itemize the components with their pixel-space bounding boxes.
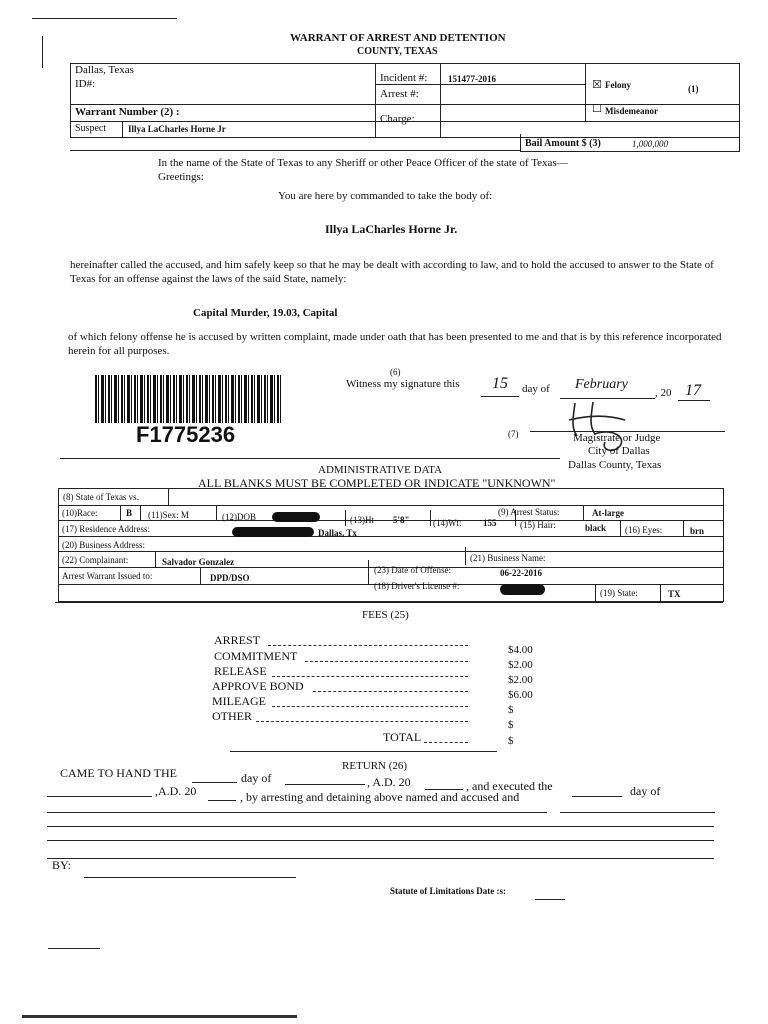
complainant-label: (22) Complainant:	[62, 555, 129, 565]
year-prefix: , 20	[655, 387, 672, 399]
signature-day: 15	[492, 375, 508, 392]
charge-label: Charge:	[380, 113, 415, 125]
warrant-number-label: Warrant Number (2) :	[75, 106, 180, 118]
arrest-status-label: (9) Arrest Status:	[498, 507, 560, 517]
fee-amount: $4.00	[508, 644, 533, 656]
race-value: B	[126, 508, 133, 518]
misdemeanor-checkbox: ☐	[592, 103, 602, 115]
issued-to-value: DPD/DSO	[210, 573, 250, 583]
fee-label: APPROVE BOND	[212, 679, 304, 693]
body-paragraph-1: hereinafter called the accused, and him safely keep so that he may be dealt with according to law, and to hold the accused to answer to the State of Texas for an offense against the laws of the said State, namely:	[70, 259, 714, 285]
residence-redacted	[232, 527, 314, 537]
signature-month: February	[575, 377, 628, 392]
state-vs-label: (8) State of Texas vs.	[63, 492, 139, 502]
admin-subtitle: ALL BLANKS MUST BE COMPLETED OR INDICATE "UNKNOWN"	[198, 476, 556, 490]
by-label: BY:	[52, 858, 71, 872]
scan-mark-left	[42, 36, 43, 68]
race-label: (10)Race:	[62, 508, 98, 518]
felony-label: Felony	[605, 80, 631, 90]
suspect-name: Illya LaCharles Horne Jr	[128, 124, 226, 134]
sex-label: (11)Sex: M	[148, 510, 189, 520]
fee-amount: $2.00	[508, 674, 533, 686]
statute-of-limitations: Statute of Limitations Date :s:	[390, 886, 506, 896]
ad-20-text-1: , A.D. 20	[367, 775, 411, 789]
state-value: TX	[668, 589, 681, 599]
executed-text: , and executed the	[466, 779, 553, 793]
greeting-line: In the name of the State of Texas to any Sheriff or other Peace Officer of the state of Texas—	[158, 157, 568, 169]
arrest-number-label: Arrest #:	[380, 88, 419, 100]
felony-checkbox: ☒	[592, 79, 602, 91]
barcode-image	[95, 375, 283, 423]
felony-number: (1)	[688, 84, 699, 94]
fee-amount: $2.00	[508, 659, 533, 671]
county-label: Dallas County, Texas	[568, 459, 662, 471]
scan-mark-bottom-2	[22, 1015, 297, 1018]
dob-label: (12)DOB	[222, 512, 256, 522]
offense-date-value: 06-22-2016	[500, 568, 542, 578]
business-name-label: (21) Business Name:	[470, 553, 546, 563]
fee-amount: $6.00	[508, 689, 533, 701]
fees-title: FEES (25)	[362, 609, 409, 621]
witness-text: Witness my signature this	[346, 378, 460, 390]
field-number-6: (6)	[390, 367, 401, 377]
suspect-label: Suspect	[75, 123, 107, 134]
height-label: (13)Ht	[350, 515, 374, 525]
fee-total-amount: $	[508, 735, 514, 747]
scan-mark-bottom-1	[48, 948, 100, 949]
fee-label: RELEASE	[214, 664, 267, 678]
incident-label: Incident #:	[380, 72, 428, 84]
bail-amount-label: Bail Amount $ (3)	[525, 138, 601, 149]
fee-label: OTHER	[212, 709, 252, 723]
offense-text: Capital Murder, 19.03, Capital	[193, 307, 338, 319]
came-to-hand-text: CAME TO HAND THE	[60, 766, 178, 780]
county-title: COUNTY, TEXAS	[357, 46, 438, 57]
county-name: Dallas, Texas	[75, 64, 134, 76]
weight-label: (14)Wt:	[433, 518, 462, 528]
drivers-license-redacted	[500, 584, 545, 595]
business-address-label: (20) Business Address:	[62, 540, 145, 550]
hair-value: black	[585, 523, 607, 533]
fee-label: ARREST	[214, 633, 261, 647]
admin-title: ADMINISTRATIVE DATA	[318, 464, 443, 476]
residence-city: Dallas, Tx	[318, 528, 357, 538]
residence-label: (17) Residence Address:	[62, 524, 150, 534]
arrest-status-value: At-large	[592, 508, 624, 518]
signature-year: 17	[685, 382, 701, 399]
magistrate-label: Magistrate or Judge	[573, 432, 661, 444]
misdemeanor-label: Misdemeanor	[605, 106, 658, 116]
offense-date-label: (23) Date of Offense:	[374, 565, 452, 575]
eyes-label: (16) Eyes:	[625, 525, 663, 535]
issued-to-label: Arrest Warrant Issued to:	[62, 571, 153, 581]
body-paragraph-2: of which felony offense he is accused by written complaint, made under oath that has been presented to me and that is by this reference incorporated herein for all purposes.	[68, 331, 722, 357]
complainant-value: Salvador Gonzalez	[162, 557, 235, 567]
height-value: 5'8"	[393, 515, 410, 525]
arresting-text: , by arresting and detaining above named and accused and	[240, 790, 520, 804]
fee-amount: $	[508, 704, 514, 716]
field-number-7: (7)	[508, 429, 519, 439]
id-label: ID#:	[75, 78, 96, 90]
fee-label: MILEAGE	[212, 694, 266, 708]
bail-amount-value: 1,000,000	[632, 139, 668, 149]
command-text: You are here by commanded to take the body of:	[278, 190, 493, 202]
hair-label: (15) Hair:	[520, 520, 556, 530]
ad-20-text-2: ,A.D. 20	[155, 784, 197, 798]
return-title: RETURN (26)	[342, 760, 408, 772]
warrant-title: WARRANT OF ARREST AND DETENTION	[290, 32, 506, 44]
state-label: (19) State:	[600, 588, 638, 598]
weight-value: 155	[483, 518, 497, 528]
scan-mark-top	[32, 18, 177, 19]
drivers-license-label: (18) Driver's License #:	[374, 581, 460, 591]
fee-label: COMMITMENT	[214, 649, 298, 663]
dob-redacted	[272, 512, 320, 522]
fee-amount: $	[508, 719, 514, 731]
barcode-number: F1775236	[136, 422, 236, 447]
greetings: Greetings:	[158, 171, 204, 183]
day-of-text: day of	[522, 383, 550, 395]
incident-value: 151477-2016	[448, 74, 496, 84]
fee-total-label: TOTAL	[383, 730, 422, 744]
day-of-text-1: day of	[241, 771, 272, 785]
city-label: City of Dallas	[588, 445, 650, 457]
eyes-value: brn	[690, 526, 705, 536]
accused-name: Illya LaCharles Horne Jr.	[325, 222, 458, 236]
day-of-text-2: day of	[630, 784, 661, 798]
